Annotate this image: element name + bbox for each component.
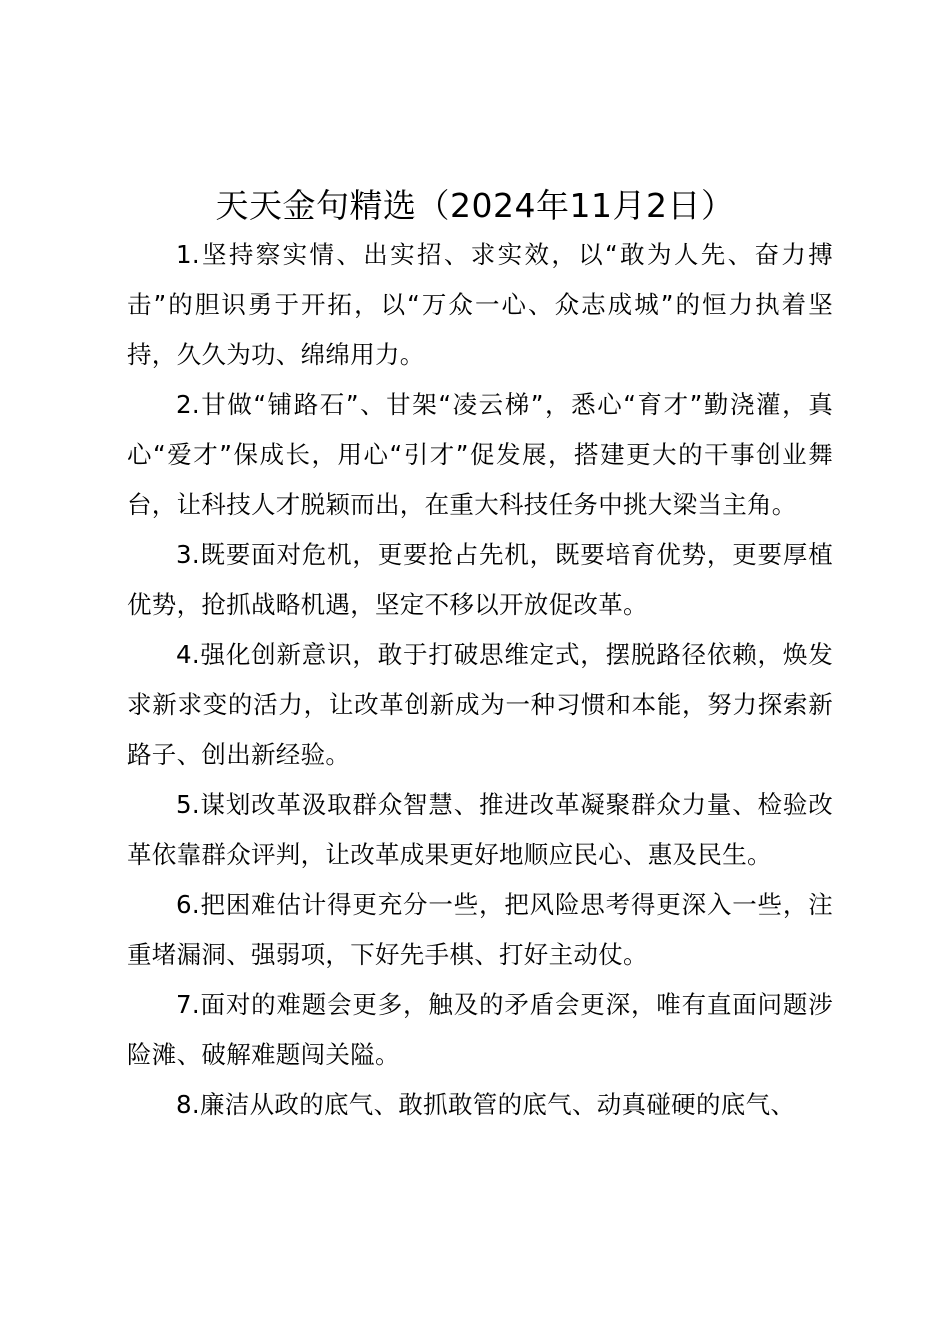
paragraph-6: 6.把困难估计得更充分一些，把风险思考得更深入一些，注重堵漏洞、强弱项，下好先手棋、打好主动仗。	[127, 890, 833, 969]
document-title: 天天金句精选（2024年11月2日）	[215, 186, 735, 225]
paragraph-4: 4.强化创新意识，敢于打破思维定式，摆脱路径依赖，焕发求新求变的活力，让改革创新成为一种习惯和本能，努力探索新路子、创出新经验。	[127, 640, 833, 769]
paragraph-8: 8.廉洁从政的底气、敢抓敢管的底气、动真碰硬的底气、	[176, 1090, 796, 1119]
paragraph-5: 5.谋划改革汲取群众智慧、推进改革凝聚群众力量、检验改革依靠群众评判，让改革成果更好地顺应民心、惠及民生。	[127, 790, 833, 869]
paragraph-2: 2.甘做“铺路石”、甘架“凌云梯”，悉心“育才”勤浇灌，真心“爱才”保成长，用心“引才”促发展，搭建更大的干事创业舞台，让科技人才脱颖而出，在重大科技任务中挑大梁当主角。	[127, 390, 833, 519]
paragraph-7: 7.面对的难题会更多，触及的矛盾会更深，唯有直面问题涉险滩、破解难题闯关隘。	[127, 990, 833, 1069]
paragraph-3: 3.既要面对危机，更要抢占先机，既要培育优势，更要厚植优势，抢抓战略机遇，坚定不移以开放促改革。	[127, 540, 833, 619]
paragraph-1: 1.坚持察实情、出实招、求实效，以“敢为人先、奋力搏击”的胆识勇于开拓，以“万众一心、众志成城”的恒力执着坚持，久久为功、绵绵用力。	[127, 240, 833, 369]
document-body	[127, 230, 833, 1130]
